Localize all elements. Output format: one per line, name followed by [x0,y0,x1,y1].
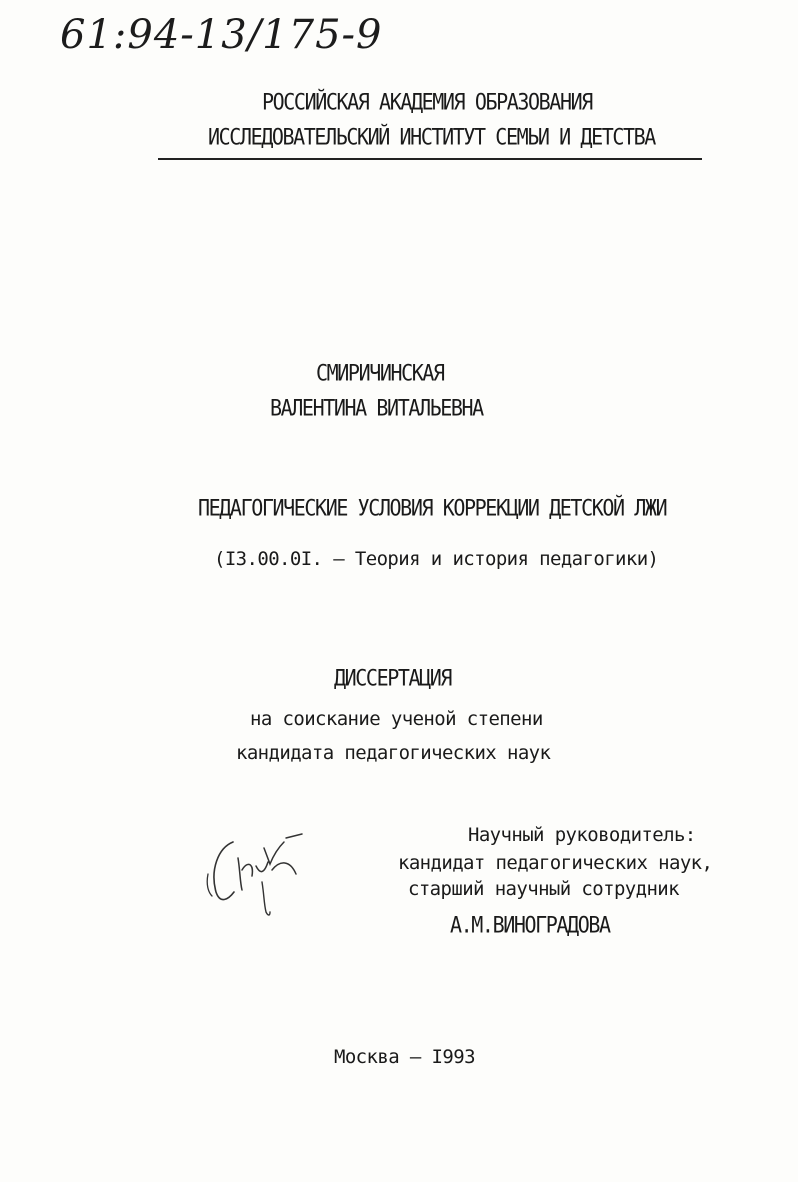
institute-name: ИССЛЕДОВАТЕЛЬСКИЙ ИНСТИТУТ СЕМЬИ И ДЕТСТВА [208,123,655,150]
supervisor-position: старший научный сотрудник [408,878,679,900]
supervisor-label: Научный руководитель: [468,824,696,846]
author-surname: СМИРИЧИНСКАЯ [316,359,444,386]
academy-name: РОССИЙСКАЯ АКАДЕМИЯ ОБРАЗОВАНИЯ [262,88,592,115]
thesis-title: ПЕДАГОГИЧЕСКИЕ УСЛОВИЯ КОРРЕКЦИИ ДЕТСКОЙ ЛЖИ [198,494,667,521]
degree-line-2: кандидата педагогических наук [236,742,551,764]
degree-line-1: на соискание ученой степени [250,708,543,730]
supervisor-name: А.М.ВИНОГРАДОВА [450,911,610,938]
header-divider [158,158,702,160]
document-type: ДИССЕРТАЦИЯ [334,664,452,691]
author-given-names: ВАЛЕНТИНА ВИТАЛЬЕВНА [270,394,483,421]
supervisor-degree: кандидат педагогических наук, [398,852,713,874]
handwritten-archive-number: 61:94-13/175-9 [60,12,383,58]
place-and-year: Москва – I993 [334,1046,475,1068]
thesis-specialty: (I3.00.0I. – Теория и история педагогики) [214,548,659,570]
signature-icon [198,830,318,925]
